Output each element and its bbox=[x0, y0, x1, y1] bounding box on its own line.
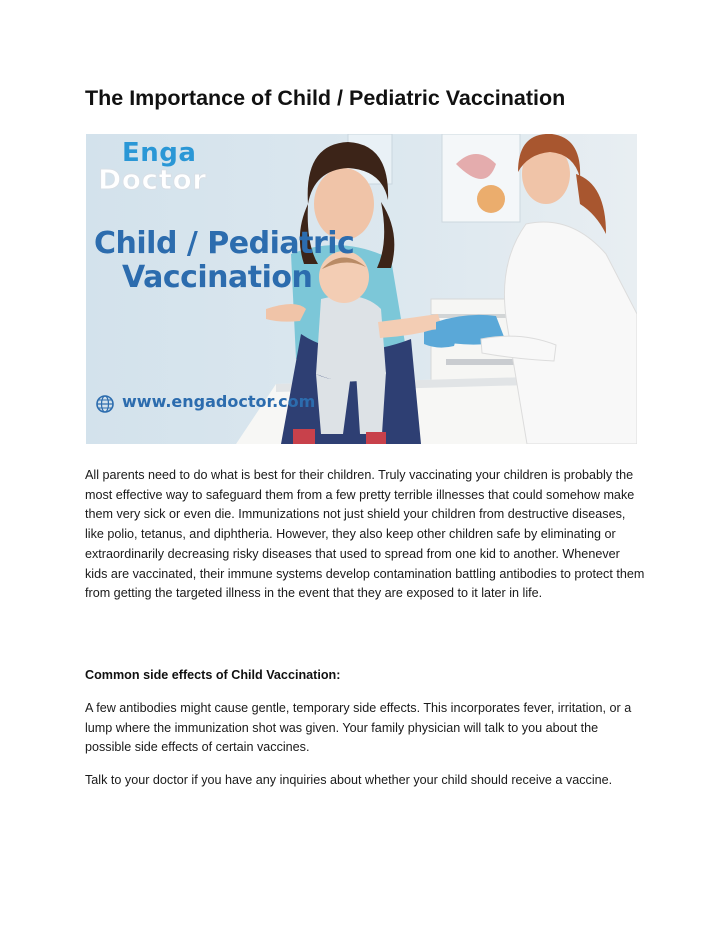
banner-url: www.engadoctor.com bbox=[122, 392, 316, 411]
banner-heading-line1: Child / Pediatric bbox=[94, 226, 355, 261]
page-title: The Importance of Child / Pediatric Vaccination bbox=[85, 86, 566, 110]
banner-illustration bbox=[86, 134, 637, 444]
closing-paragraph: Talk to your doctor if you have any inquiries about whether your child should receive a vaccine. bbox=[85, 773, 613, 787]
logo-text-top: Enga bbox=[122, 138, 197, 168]
side-effects-paragraph: A few antibodies might cause gentle, temporary side effects. This incorporates fever, irritation, or a lump where the immunization shot was given. Your family physician will talk to you about the possible side effects of certain vaccines. bbox=[85, 701, 632, 755]
banner-heading-line2: Vaccination bbox=[122, 260, 313, 295]
section-heading: Common side effects of Child Vaccination: bbox=[85, 668, 341, 682]
banner-image bbox=[86, 134, 637, 444]
logo-text-bottom: Doctor bbox=[98, 163, 207, 196]
intro-paragraph: All parents need to do what is best for their children. Truly vaccinating your children is probably the most effective way to safeguard them from a few pretty terrible illnesses that could somehow make them very sick or even die. Immunizations not just shield your children from destructive diseases, like polio, tetanus, and diphtheria. However, they also keep other children safe by eliminating or extraordinarily decreasing risky diseases that used to spread from one kid to another. Whenever kids are vaccinated, their immune systems develop contamination battling antibodies to protect them from getting the targeted illness in the event that they are exposed to it later in life. bbox=[85, 468, 645, 601]
